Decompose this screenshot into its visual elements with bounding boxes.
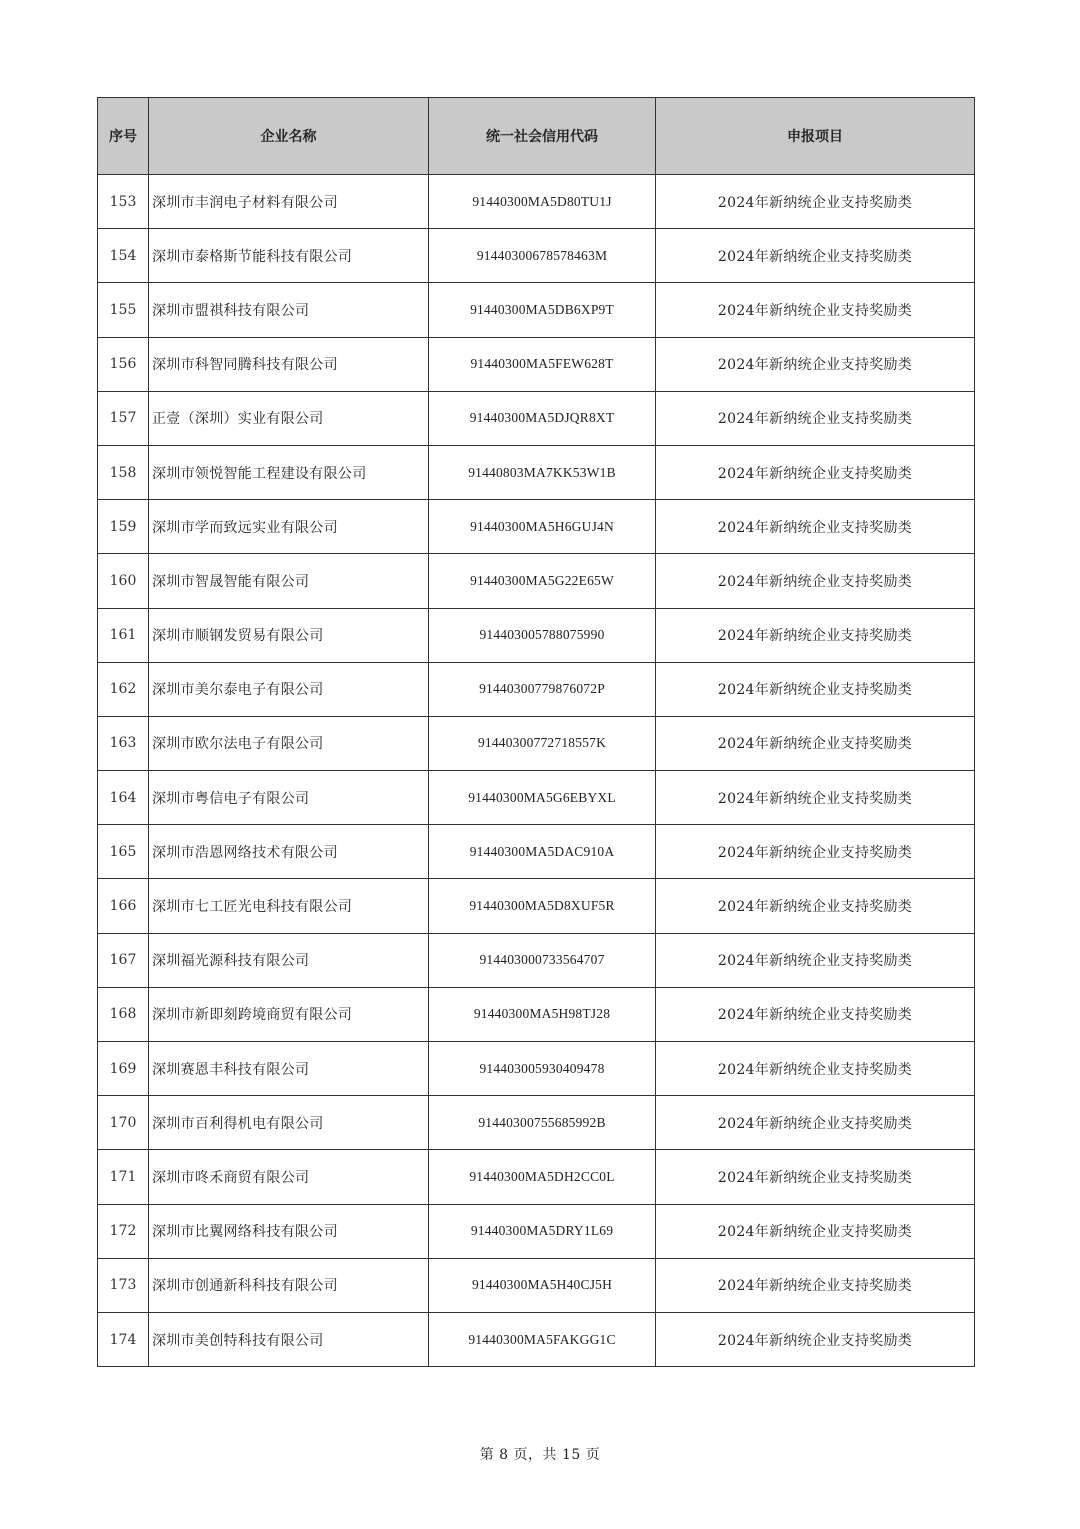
cell-project: 2024年新纳统企业支持奖励类	[656, 771, 975, 825]
cell-serial-no: 156	[98, 337, 149, 391]
cell-company-name: 深圳市新即刻跨境商贸有限公司	[149, 987, 429, 1041]
cell-credit-code: 91440300MA5DRY1L69	[429, 1204, 656, 1258]
cell-company-name: 深圳市学而致远实业有限公司	[149, 500, 429, 554]
cell-credit-code: 91440300MA5FAKGG1C	[429, 1312, 656, 1366]
cell-serial-no: 168	[98, 987, 149, 1041]
cell-credit-code: 91440300MA5H98TJ28	[429, 987, 656, 1041]
company-table	[97, 97, 975, 1367]
cell-credit-code: 91440300MA5DAC910A	[429, 825, 656, 879]
table-row	[98, 771, 975, 825]
cell-project: 2024年新纳统企业支持奖励类	[656, 1204, 975, 1258]
cell-company-name: 深圳市盟祺科技有限公司	[149, 283, 429, 337]
cell-company-name: 深圳市美创特科技有限公司	[149, 1312, 429, 1366]
table-row	[98, 716, 975, 770]
cell-company-name: 深圳市智晟智能有限公司	[149, 554, 429, 608]
cell-project: 2024年新纳统企业支持奖励类	[656, 879, 975, 933]
cell-company-name: 深圳市欧尔法电子有限公司	[149, 716, 429, 770]
cell-company-name: 深圳市百利得机电有限公司	[149, 1096, 429, 1150]
page-number-footer: 第 8 页，共 15 页	[479, 1447, 601, 1463]
cell-project: 2024年新纳统企业支持奖励类	[656, 933, 975, 987]
cell-company-name: 深圳市泰格斯节能科技有限公司	[149, 229, 429, 283]
cell-credit-code: 91440300MA5D80TU1J	[429, 175, 656, 229]
cell-project: 2024年新纳统企业支持奖励类	[656, 987, 975, 1041]
table-row	[98, 933, 975, 987]
table-row	[98, 391, 975, 445]
cell-credit-code: 91440300MA5FEW628T	[429, 337, 656, 391]
cell-project: 2024年新纳统企业支持奖励类	[656, 283, 975, 337]
table-row	[98, 1204, 975, 1258]
cell-credit-code: 91440803MA7KK53W1B	[429, 445, 656, 499]
cell-credit-code: 91440300MA5G6EBYXL	[429, 771, 656, 825]
cell-serial-no: 153	[98, 175, 149, 229]
table-row	[98, 879, 975, 933]
cell-company-name: 深圳赛恩丰科技有限公司	[149, 1042, 429, 1096]
cell-serial-no: 169	[98, 1042, 149, 1096]
cell-credit-code: 91440300MA5G22E65W	[429, 554, 656, 608]
cell-serial-no: 165	[98, 825, 149, 879]
cell-company-name: 深圳福光源科技有限公司	[149, 933, 429, 987]
table-body	[98, 175, 975, 1367]
cell-credit-code: 91440300MA5DJQR8XT	[429, 391, 656, 445]
cell-company-name: 深圳市顺钢发贸易有限公司	[149, 608, 429, 662]
cell-project: 2024年新纳统企业支持奖励类	[656, 1096, 975, 1150]
cell-project: 2024年新纳统企业支持奖励类	[656, 337, 975, 391]
cell-company-name: 深圳市创通新科科技有限公司	[149, 1258, 429, 1312]
cell-serial-no: 162	[98, 662, 149, 716]
cell-credit-code: 91440300678578463M	[429, 229, 656, 283]
cell-project: 2024年新纳统企业支持奖励类	[656, 825, 975, 879]
header-serial-no: 序号	[98, 98, 149, 175]
table-row	[98, 283, 975, 337]
table-row	[98, 500, 975, 554]
cell-company-name: 深圳市科智同腾科技有限公司	[149, 337, 429, 391]
cell-company-name: 深圳市美尔泰电子有限公司	[149, 662, 429, 716]
cell-company-name: 深圳市浩恩网络技术有限公司	[149, 825, 429, 879]
cell-project: 2024年新纳统企业支持奖励类	[656, 1312, 975, 1366]
cell-credit-code: 91440300MA5H6GUJ4N	[429, 500, 656, 554]
table-row	[98, 445, 975, 499]
cell-serial-no: 173	[98, 1258, 149, 1312]
table-row	[98, 1096, 975, 1150]
header-project: 申报项目	[656, 98, 975, 175]
cell-serial-no: 160	[98, 554, 149, 608]
cell-project: 2024年新纳统企业支持奖励类	[656, 500, 975, 554]
cell-credit-code: 91440300MA5DH2CC0L	[429, 1150, 656, 1204]
cell-project: 2024年新纳统企业支持奖励类	[656, 716, 975, 770]
cell-serial-no: 161	[98, 608, 149, 662]
cell-company-name: 深圳市咚禾商贸有限公司	[149, 1150, 429, 1204]
cell-serial-no: 172	[98, 1204, 149, 1258]
table-header-row	[98, 98, 975, 175]
cell-company-name: 深圳市粤信电子有限公司	[149, 771, 429, 825]
table-row	[98, 175, 975, 229]
cell-project: 2024年新纳统企业支持奖励类	[656, 445, 975, 499]
cell-credit-code: 914403000733564707	[429, 933, 656, 987]
cell-project: 2024年新纳统企业支持奖励类	[656, 662, 975, 716]
cell-credit-code: 914403005930409478	[429, 1042, 656, 1096]
cell-project: 2024年新纳统企业支持奖励类	[656, 1258, 975, 1312]
table-row	[98, 1312, 975, 1366]
cell-project: 2024年新纳统企业支持奖励类	[656, 391, 975, 445]
cell-serial-no: 164	[98, 771, 149, 825]
cell-serial-no: 163	[98, 716, 149, 770]
cell-project: 2024年新纳统企业支持奖励类	[656, 608, 975, 662]
cell-serial-no: 166	[98, 879, 149, 933]
cell-credit-code: 91440300779876072P	[429, 662, 656, 716]
cell-company-name: 深圳市领悦智能工程建设有限公司	[149, 445, 429, 499]
table-row	[98, 825, 975, 879]
cell-serial-no: 158	[98, 445, 149, 499]
cell-company-name: 正壹（深圳）实业有限公司	[149, 391, 429, 445]
cell-serial-no: 155	[98, 283, 149, 337]
cell-serial-no: 174	[98, 1312, 149, 1366]
cell-project: 2024年新纳统企业支持奖励类	[656, 229, 975, 283]
table-row	[98, 1150, 975, 1204]
cell-project: 2024年新纳统企业支持奖励类	[656, 1042, 975, 1096]
table-row	[98, 662, 975, 716]
cell-credit-code: 914403005788075990	[429, 608, 656, 662]
cell-credit-code: 91440300MA5D8XUF5R	[429, 879, 656, 933]
header-company-name: 企业名称	[149, 98, 429, 175]
cell-serial-no: 154	[98, 229, 149, 283]
cell-project: 2024年新纳统企业支持奖励类	[656, 1150, 975, 1204]
cell-credit-code: 91440300755685992B	[429, 1096, 656, 1150]
cell-serial-no: 159	[98, 500, 149, 554]
cell-serial-no: 171	[98, 1150, 149, 1204]
cell-company-name: 深圳市七工匠光电科技有限公司	[149, 879, 429, 933]
cell-project: 2024年新纳统企业支持奖励类	[656, 554, 975, 608]
company-table-container	[97, 97, 974, 1367]
table-row	[98, 1042, 975, 1096]
cell-credit-code: 91440300772718557K	[429, 716, 656, 770]
cell-credit-code: 91440300MA5DB6XP9T	[429, 283, 656, 337]
cell-project: 2024年新纳统企业支持奖励类	[656, 175, 975, 229]
cell-credit-code: 91440300MA5H40CJ5H	[429, 1258, 656, 1312]
header-credit-code: 统一社会信用代码	[429, 98, 656, 175]
cell-company-name: 深圳市比翼网络科技有限公司	[149, 1204, 429, 1258]
table-row	[98, 229, 975, 283]
table-row	[98, 554, 975, 608]
table-row	[98, 608, 975, 662]
cell-serial-no: 170	[98, 1096, 149, 1150]
cell-company-name: 深圳市丰润电子材料有限公司	[149, 175, 429, 229]
cell-serial-no: 157	[98, 391, 149, 445]
table-row	[98, 987, 975, 1041]
table-row	[98, 337, 975, 391]
cell-serial-no: 167	[98, 933, 149, 987]
table-row	[98, 1258, 975, 1312]
